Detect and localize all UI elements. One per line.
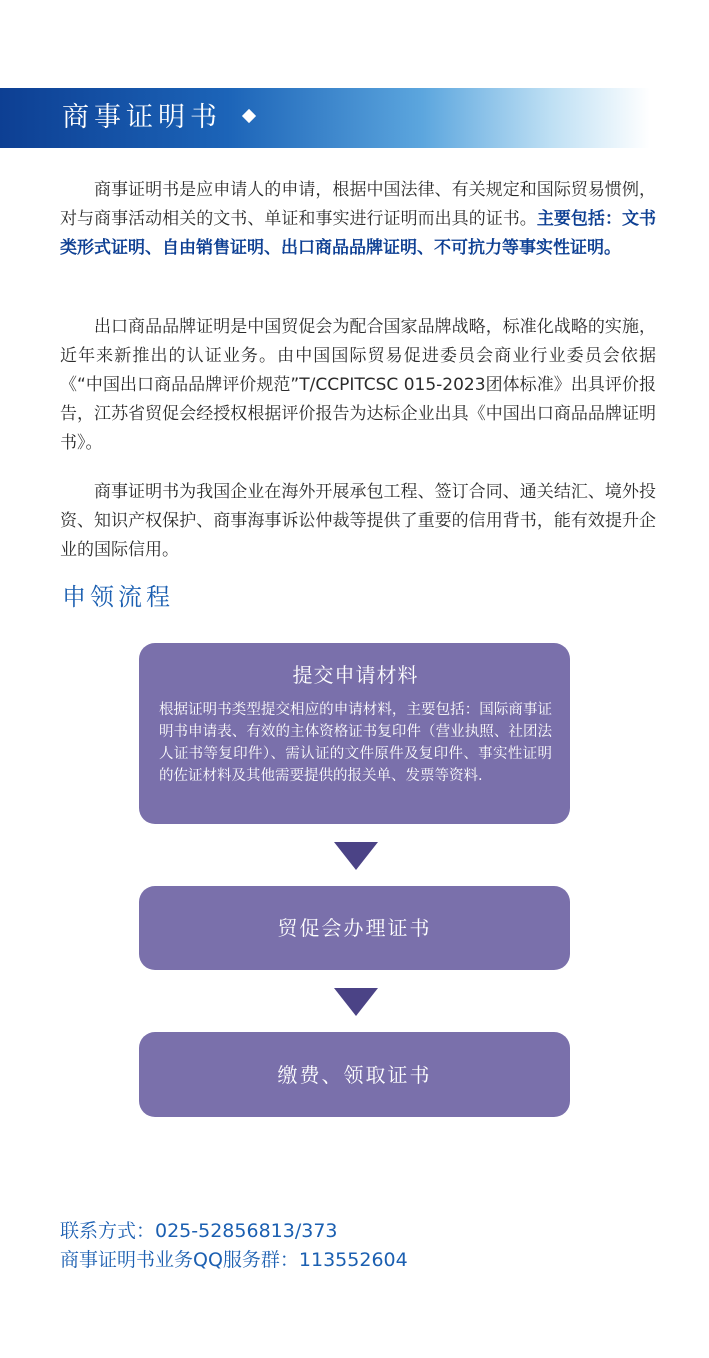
intro-paragraph-1-highlight: 主要包括：文书类形式证明、自由销售证明、出口商品品牌证明、不可抗力等事实性证明。 — [60, 209, 657, 258]
intro-paragraph-3: 商事证明书为我国企业在海外开展承包工程、签订合同、通关结汇、境外投资、知识产权保护、商事海事诉讼仲裁等提供了重要的信用背书，能有效提升企业的国际信用。 — [60, 482, 656, 560]
header-banner — [0, 88, 650, 148]
process-step-title: 贸促会办理证书 — [277, 916, 432, 940]
intro-paragraph-1-text: 商事证明书是应申请人的申请，根据中国法律、有关规定和国际贸易惯例，对与商事活动相关的文书、单证和事实进行证明而出具的证书。 — [60, 180, 656, 229]
contact-qq-group: 商事证明书业务QQ服务群：113552604 — [60, 1249, 408, 1271]
intro-paragraph-1 — [60, 176, 656, 263]
process-title: 申领流程 — [62, 583, 174, 611]
down-arrow-icon — [334, 988, 378, 1016]
contact-phone: 联系方式：025-52856813/373 — [60, 1220, 338, 1242]
down-arrow-icon — [334, 842, 378, 870]
process-step-collect — [139, 1032, 570, 1117]
process-step-submit — [139, 643, 570, 824]
banner-title: 商事证明书 — [62, 102, 222, 133]
process-step-title: 提交申请材料 — [292, 663, 419, 687]
intro-paragraph-2: 出口商品品牌证明是中国贸促会为配合国家品牌战略，标准化战略的实施，近年来新推出的认证业务。由中国国际贸易促进委员会商业行业委员会依据《“中国出口商品品牌评价规范”T/CCPITCSC 015-2023团体标准》出具评价报告，江苏省贸促会经授权根据评价报告为达标企业出具《中国出口商品品牌证明书》。 — [60, 317, 656, 453]
process-step-title: 缴费、领取证书 — [277, 1062, 432, 1087]
process-step-description: 根据证明书类型提交相应的申请材料，主要包括：国际商事证明书申请表、有效的主体资格证书复印件（营业执照、社团法人证书等复印件）、需认证的文件原件及复印件、事实性证明的佐证材料及其他需要提供的报关单、发票等资料. — [159, 702, 552, 784]
process-step-issue — [139, 886, 570, 970]
diamond-icon — [242, 109, 256, 123]
